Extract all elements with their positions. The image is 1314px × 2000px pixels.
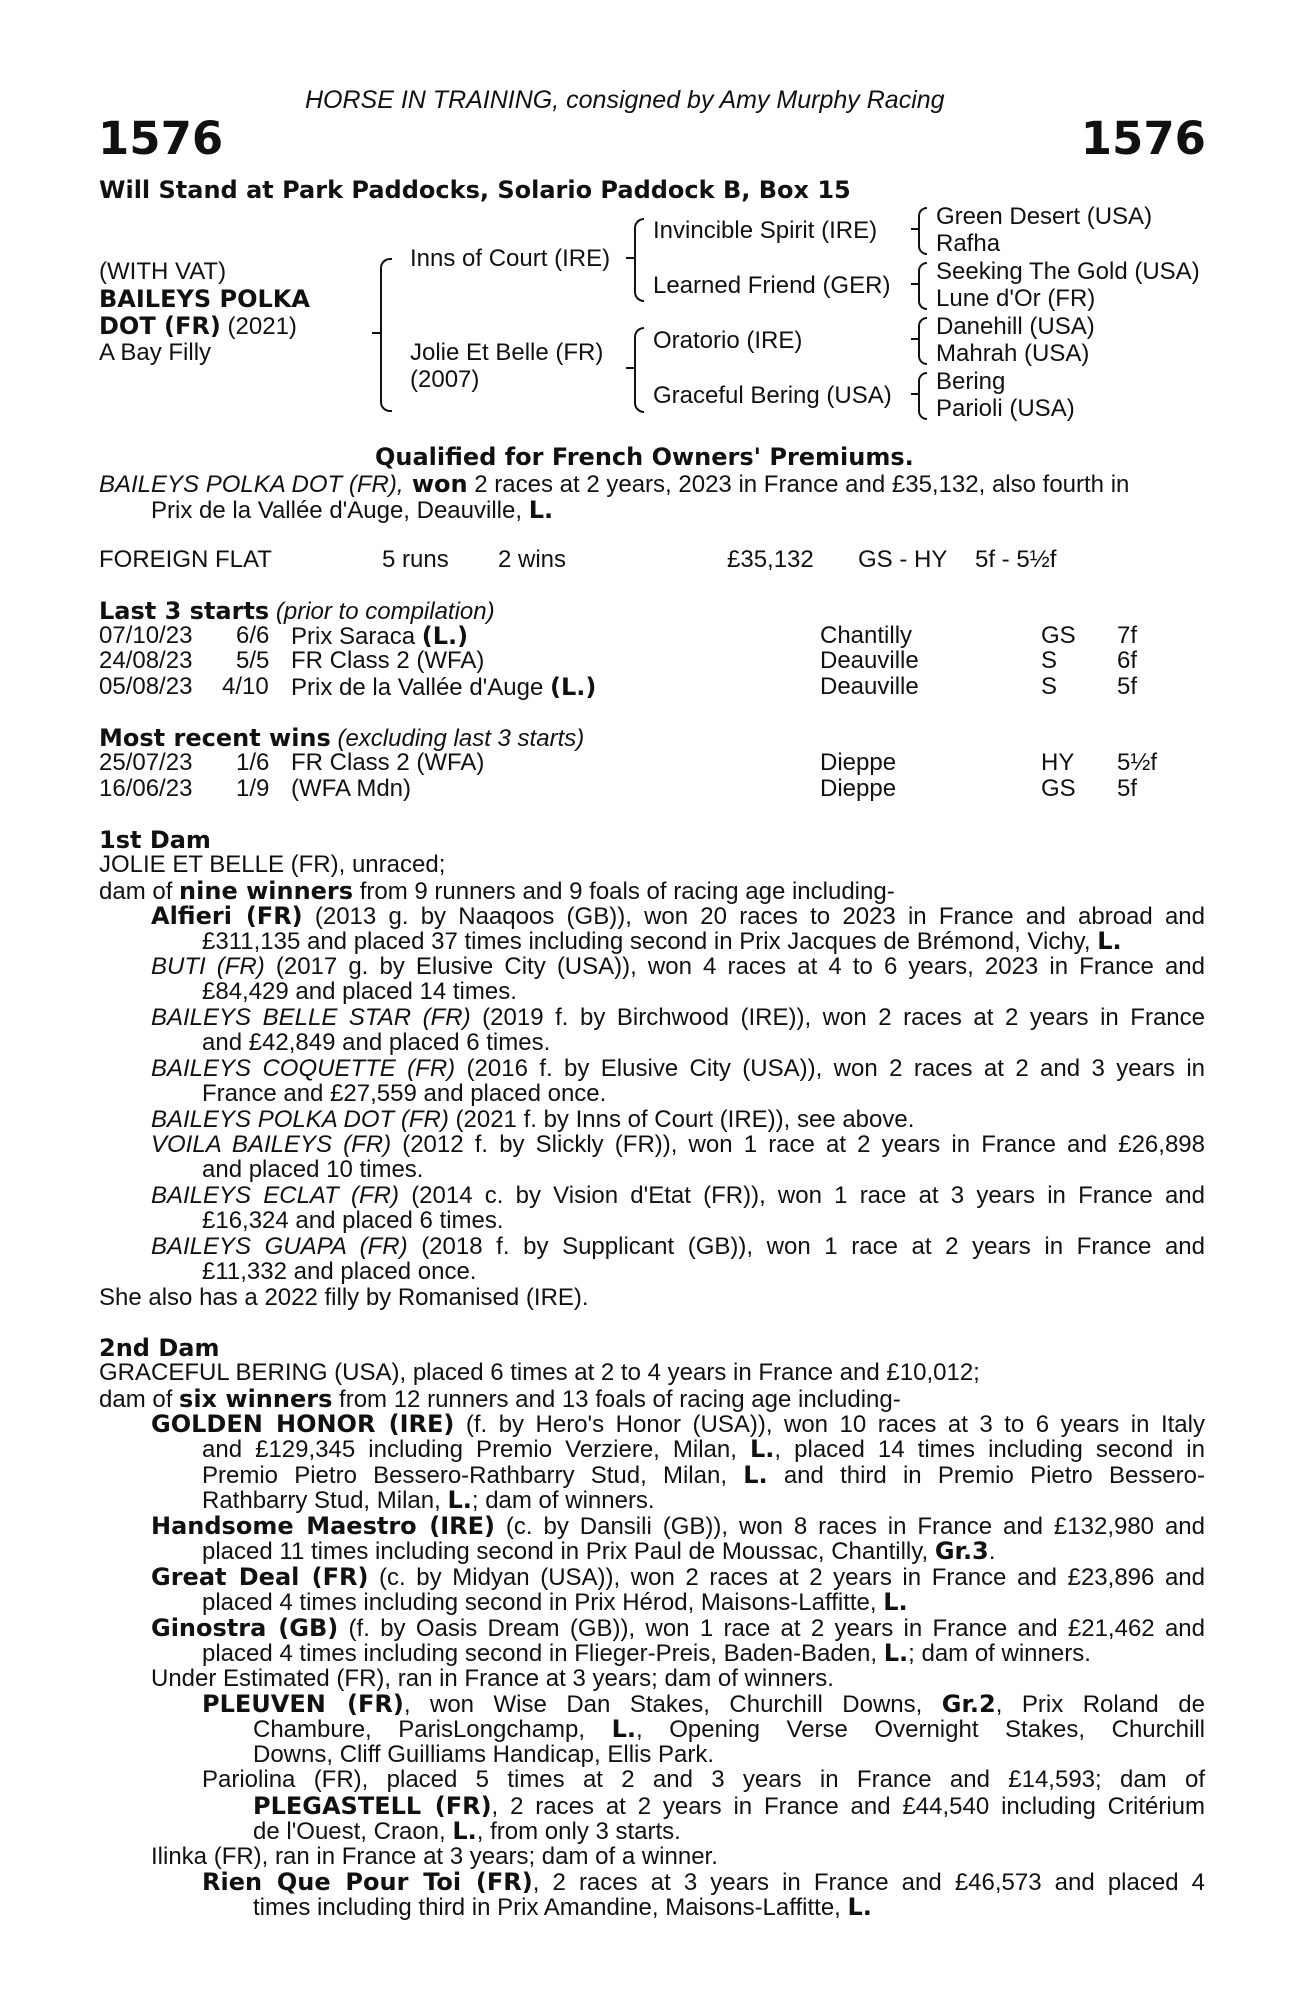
- row-date: 05/08/23: [99, 673, 193, 700]
- progeny-entry: Under Estimated (FR), ran in France at 3 years; dam of winners.: [151, 1665, 834, 1692]
- row-race: Prix de la Vallée d'Auge: [291, 674, 544, 701]
- pedigree-brace-dd: [918, 372, 927, 420]
- row-grade: (L.): [421, 622, 469, 650]
- progeny-entry: [151, 1107, 914, 1133]
- grandprogeny-entry-cont: [253, 1793, 1205, 1820]
- progeny-text: (2019 f. by Birchwood (IRE)), won 2 races at 2 years in France: [470, 1004, 1205, 1031]
- progeny-entry-cont: [202, 1640, 1091, 1667]
- recent-wins-heading: [99, 725, 584, 752]
- row-going: S: [1041, 647, 1058, 674]
- row-going: HY: [1041, 749, 1075, 776]
- progeny-text: de l'Ouest, Craon,: [253, 1818, 453, 1845]
- grandprogeny-entry-cont: [253, 1716, 1205, 1743]
- row-race: FR Class 2 (WFA): [291, 749, 485, 776]
- pedigree-brace-main: [380, 258, 392, 412]
- grandprogeny-entry: [202, 1869, 1205, 1896]
- brace-point: [911, 338, 919, 340]
- pedigree-dam-dam: Graceful Bering (USA): [653, 382, 892, 409]
- horse-name-line2: [99, 313, 297, 340]
- progeny-grade: L.: [743, 1461, 768, 1489]
- progeny-text: (2016 f. by Elusive City (USA)), won 2 races at 2 and 3 years in: [455, 1055, 1205, 1082]
- lot-number-left: 1576: [98, 112, 224, 165]
- progeny-text: Rathbarry Stud, Milan,: [202, 1487, 448, 1514]
- progeny-entry: [151, 1615, 1205, 1642]
- progeny-text: , Prix Roland de: [995, 1691, 1205, 1718]
- last-starts-heading: [99, 598, 495, 625]
- progeny-text: , 2 races at 2 years in France and £44,540 including Critérium: [491, 1793, 1205, 1820]
- progeny-text: (f. by Oasis Dream (GB)), won 1 race at 2 years in France and £21,462 and: [338, 1615, 1206, 1642]
- row-course: Deauville: [820, 647, 919, 674]
- progeny-name: BAILEYS ECLAT (FR): [151, 1182, 399, 1209]
- winners-count: nine winners: [179, 877, 354, 905]
- pedigree-sire-dam: Learned Friend (GER): [653, 272, 891, 299]
- horse-year: (2021): [220, 313, 297, 340]
- text: from 12 runners and 13 foals of racing age including-: [332, 1386, 901, 1413]
- progeny-entry-cont: £84,429 and placed 14 times.: [202, 978, 517, 1005]
- progeny-entry: [151, 1564, 1205, 1591]
- pedigree-brace-ds: [918, 317, 927, 365]
- progeny-text: , from only 3 starts.: [476, 1818, 681, 1845]
- record-type: FOREIGN FLAT: [99, 546, 272, 573]
- last-starts-note: (prior to compilation): [269, 598, 495, 625]
- progeny-text: .: [988, 1538, 996, 1565]
- row-course: Deauville: [820, 673, 919, 700]
- recent-wins-title: Most recent wins: [99, 724, 331, 752]
- text: from 9 runners and 9 foals of racing age including-: [353, 878, 895, 905]
- progeny-text: (c. by Midyan (USA)), won 2 races at 2 years in France and £23,896 and: [368, 1564, 1205, 1591]
- progeny-name: BAILEYS COQUETTE (FR): [151, 1055, 456, 1082]
- summary-text: 2 races at 2 years, 2023 in France and £35,132, also fourth in: [467, 471, 1130, 498]
- row-course: Dieppe: [820, 749, 897, 776]
- row-race: Prix Saraca: [291, 623, 416, 650]
- progeny-grade: L.: [883, 1588, 908, 1616]
- grandprogeny-entry-cont: [253, 1818, 681, 1845]
- row-date: 24/08/23: [99, 647, 193, 674]
- progeny-name: BUTI (FR): [151, 953, 265, 980]
- progeny-name: Alfieri (FR): [151, 902, 303, 930]
- race-summary-line1: [99, 471, 1129, 498]
- brace-point: [911, 228, 919, 230]
- progeny-entry-cont: [202, 1538, 995, 1565]
- progeny-name: Handsome Maestro (IRE): [151, 1512, 495, 1540]
- progeny-text: and third in Premio Pietro Bessero-: [767, 1462, 1205, 1489]
- recent-wins-note: (excluding last 3 starts): [330, 725, 585, 752]
- brace-point: [911, 393, 919, 395]
- winners-count: six winners: [179, 1385, 333, 1413]
- row-position: 1/6: [236, 749, 270, 776]
- progeny-name: PLEUVEN (FR): [202, 1690, 404, 1718]
- progeny-name: Rien Que Pour Toi (FR): [202, 1868, 533, 1896]
- progeny-entry: [151, 1056, 1205, 1082]
- progeny-entry: [151, 1513, 1205, 1540]
- progeny-grade: Gr.2: [941, 1690, 996, 1718]
- brace-point: [626, 257, 634, 259]
- first-dam-line1: JOLIE ET BELLE (FR), unraced;: [99, 851, 446, 878]
- pedigree-dam-year: (2007): [410, 366, 480, 393]
- row-date: 25/07/23: [99, 749, 193, 776]
- record-distance: 5f - 5½f: [975, 546, 1057, 573]
- grandprogeny-entry: [202, 1691, 1205, 1718]
- progeny-grade: L.: [611, 1715, 637, 1743]
- pedigree-sdd: Lune d'Or (FR): [936, 285, 1096, 312]
- progeny-grade: L.: [749, 1435, 775, 1463]
- first-dam-line2: [99, 878, 895, 905]
- progeny-name: VOILA BAILEYS (FR): [151, 1131, 392, 1158]
- lot-number-right: 1576: [1080, 112, 1206, 165]
- row-position: 5/5: [236, 647, 270, 674]
- brace-point: [911, 283, 919, 285]
- progeny-entry: [151, 1234, 1205, 1260]
- pedigree-brace-dam: [634, 327, 644, 413]
- row-course: Dieppe: [820, 775, 897, 802]
- progeny-text: placed 4 times including second in Flieger-Preis, Baden-Baden,: [202, 1640, 884, 1667]
- progeny-text: ; dam of winners.: [471, 1487, 655, 1514]
- second-dam-line2: [99, 1386, 901, 1413]
- row-position: 6/6: [236, 622, 270, 649]
- row-date: 16/06/23: [99, 775, 193, 802]
- summary-grade: L.: [528, 496, 554, 524]
- progeny-entry-cont: [202, 928, 1122, 955]
- row-distance: 5f: [1117, 673, 1138, 700]
- progeny-text: (2018 f. by Supplicant (GB)), won 1 race at 2 years in France and: [407, 1233, 1205, 1260]
- progeny-text: (2013 g. by Naaqoos (GB)), won 20 races to 2023 in France and abroad and: [302, 903, 1205, 930]
- horse-name-part2: DOT (FR): [99, 312, 221, 340]
- record-earnings: £35,132: [727, 546, 814, 573]
- row-going: S: [1041, 673, 1058, 700]
- progeny-text: placed 4 times including second in Prix Hérod, Maisons-Laffitte,: [202, 1589, 884, 1616]
- progeny-name: BAILEYS GUAPA (FR): [151, 1233, 408, 1260]
- progeny-text: (2014 c. by Vision d'Etat (FR)), won 1 race at 3 years in France and: [399, 1182, 1205, 1209]
- grandprogeny-entry: Pariolina (FR), placed 5 times at 2 and 3 years in France and £14,593; dam of: [202, 1766, 1205, 1793]
- row-race: FR Class 2 (WFA): [291, 647, 485, 674]
- vat-note: (WITH VAT): [99, 258, 227, 285]
- text: dam of: [99, 1386, 180, 1413]
- progeny-text: placed 11 times including second in Prix Paul de Moussac, Chantilly,: [202, 1538, 935, 1565]
- record-wins: 2 wins: [498, 546, 567, 573]
- row-distance: 6f: [1117, 647, 1138, 674]
- progeny-entry: [151, 954, 1205, 980]
- pedigree-brace-sd: [918, 262, 927, 310]
- pedigree-dam-sire: Oratorio (IRE): [653, 327, 803, 354]
- progeny-entry: [151, 903, 1205, 930]
- progeny-text: times including third in Prix Amandine, Maisons-Laffitte,: [253, 1894, 848, 1921]
- record-going: GS - HY: [858, 546, 948, 573]
- row-date: 07/10/23: [99, 622, 193, 649]
- row-going: GS: [1041, 622, 1076, 649]
- record-runs: 5 runs: [382, 546, 449, 573]
- progeny-entry: [151, 1005, 1205, 1031]
- pedigree-brace-sire: [634, 218, 644, 302]
- qualified-note: Qualified for French Owners' Premiums.: [375, 443, 914, 471]
- progeny-text: , placed 14 times including second in: [774, 1436, 1205, 1463]
- progeny-entry-cont: [202, 1462, 1205, 1489]
- progeny-grade: L.: [847, 1893, 872, 1921]
- pedigree-sss: Green Desert (USA): [936, 203, 1153, 230]
- progeny-grade: Gr.3: [934, 1537, 989, 1565]
- row-distance: 5½f: [1117, 749, 1158, 776]
- brace-point: [626, 367, 634, 369]
- progeny-entry-cont: £11,332 and placed once.: [202, 1258, 477, 1285]
- pedigree-sds: Seeking The Gold (USA): [936, 258, 1200, 285]
- row-going: GS: [1041, 775, 1076, 802]
- progeny-name: Great Deal (FR): [151, 1563, 369, 1591]
- horse-description: A Bay Filly: [99, 339, 212, 366]
- progeny-text: (f. by Hero's Honor (USA)), won 10 races at 3 to 6 years in Italy: [454, 1411, 1205, 1438]
- pedigree-ddd: Parioli (USA): [936, 395, 1075, 422]
- pedigree-dsd: Mahrah (USA): [936, 340, 1090, 367]
- row-position: 1/9: [236, 775, 270, 802]
- progeny-name: BAILEYS BELLE STAR (FR): [151, 1004, 471, 1031]
- progeny-text: Chambure, ParisLongchamp,: [253, 1716, 612, 1743]
- progeny-entry-cont: [202, 1589, 908, 1616]
- progeny-entry-cont: £16,324 and placed 6 times.: [202, 1207, 504, 1234]
- second-dam-heading: 2nd Dam: [99, 1334, 220, 1362]
- stand-location: Will Stand at Park Paddocks, Solario Paddock B, Box 15: [99, 176, 851, 204]
- grandprogeny-entry-cont: [253, 1894, 872, 1921]
- grandprogeny-entry-cont: Downs, Cliff Guilliams Handicap, Ellis Park.: [253, 1741, 715, 1768]
- horse-name-line1: BAILEYS POLKA: [99, 285, 310, 313]
- pedigree-dds: Bering: [936, 368, 1006, 395]
- progeny-text: ; dam of winners.: [908, 1640, 1091, 1667]
- progeny-text: Premio Pietro Bessero-Rathbarry Stud, Milan,: [202, 1462, 744, 1489]
- pedigree-dam: Jolie Et Belle (FR): [410, 339, 604, 366]
- pedigree-sire-sire: Invincible Spirit (IRE): [653, 217, 878, 244]
- first-dam-heading: 1st Dam: [99, 826, 211, 854]
- summary-won: won: [403, 470, 468, 498]
- second-dam-line1: GRACEFUL BERING (USA), placed 6 times at 2 to 4 years in France and £10,012;: [99, 1359, 980, 1386]
- row-grade: (L.): [549, 673, 597, 701]
- row-course: Chantilly: [820, 622, 913, 649]
- progeny-entry: [151, 1183, 1205, 1209]
- progeny-grade: L.: [452, 1817, 477, 1845]
- race-summary-line2: [151, 497, 553, 524]
- summary-horse: BAILEYS POLKA DOT (FR),: [99, 471, 404, 498]
- row-position: 4/10: [222, 673, 269, 700]
- pedigree-sire: Inns of Court (IRE): [410, 245, 611, 272]
- progeny-name: GOLDEN HONOR (IRE): [151, 1410, 455, 1438]
- progeny-entry: Ilinka (FR), ran in France at 3 years; dam of a winner.: [151, 1843, 718, 1870]
- row-race: (WFA Mdn): [291, 775, 412, 802]
- progeny-text: and £129,345 including Premio Verziere, Milan,: [202, 1436, 750, 1463]
- progeny-entry-cont: and placed 10 times.: [202, 1156, 424, 1183]
- progeny-text: (c. by Dansili (GB)), won 8 races in France and £132,980 and: [495, 1513, 1205, 1540]
- progeny-text: (2017 g. by Elusive City (USA)), won 4 races at 4 to 6 years, 2023 in France and: [264, 953, 1205, 980]
- progeny-entry-cont: [202, 1436, 1205, 1463]
- summary-race: Prix de la Vallée d'Auge, Deauville,: [151, 497, 529, 524]
- progeny-entry: [151, 1132, 1205, 1158]
- progeny-text: , 2 races at 3 years in France and £46,573 and placed 4: [532, 1869, 1205, 1896]
- consignment-header: HORSE IN TRAINING, consigned by Amy Murphy Racing: [305, 86, 945, 114]
- row-distance: 5f: [1117, 775, 1138, 802]
- progeny-grade: L.: [883, 1639, 909, 1667]
- progeny-entry: [151, 1411, 1205, 1438]
- first-dam-also: She also has a 2022 filly by Romanised (IRE).: [99, 1284, 589, 1311]
- progeny-entry-cont: France and £27,559 and placed once.: [202, 1080, 607, 1107]
- text: dam of: [99, 878, 180, 905]
- progeny-text: (2021 f. by Inns of Court (IRE)), see above.: [448, 1106, 915, 1133]
- pedigree-brace-ss: [918, 207, 927, 255]
- progeny-text: , Opening Verse Overnight Stakes, Churchill: [636, 1716, 1205, 1743]
- brace-point: [372, 332, 380, 334]
- progeny-grade: L.: [1097, 927, 1122, 955]
- progeny-text: , won Wise Dan Stakes, Churchill Downs,: [403, 1691, 942, 1718]
- progeny-entry-cont: [202, 1487, 655, 1514]
- last-starts-title: Last 3 starts: [99, 597, 270, 625]
- progeny-entry-cont: and £42,849 and placed 6 times.: [202, 1029, 551, 1056]
- pedigree-ssd: Rafha: [936, 230, 1001, 257]
- progeny-grade: L.: [447, 1486, 472, 1514]
- progeny-name: Ginostra (GB): [151, 1614, 339, 1642]
- progeny-name: BAILEYS POLKA DOT (FR): [151, 1106, 449, 1133]
- progeny-text: £311,135 and placed 37 times including second in Prix Jacques de Brémond, Vichy,: [202, 928, 1098, 955]
- progeny-name: PLEGASTELL (FR): [253, 1792, 492, 1820]
- pedigree-dss: Danehill (USA): [936, 313, 1095, 340]
- row-distance: 7f: [1117, 622, 1138, 649]
- progeny-text: (2012 f. by Slickly (FR)), won 1 race at 2 years in France and £26,898: [391, 1131, 1205, 1158]
